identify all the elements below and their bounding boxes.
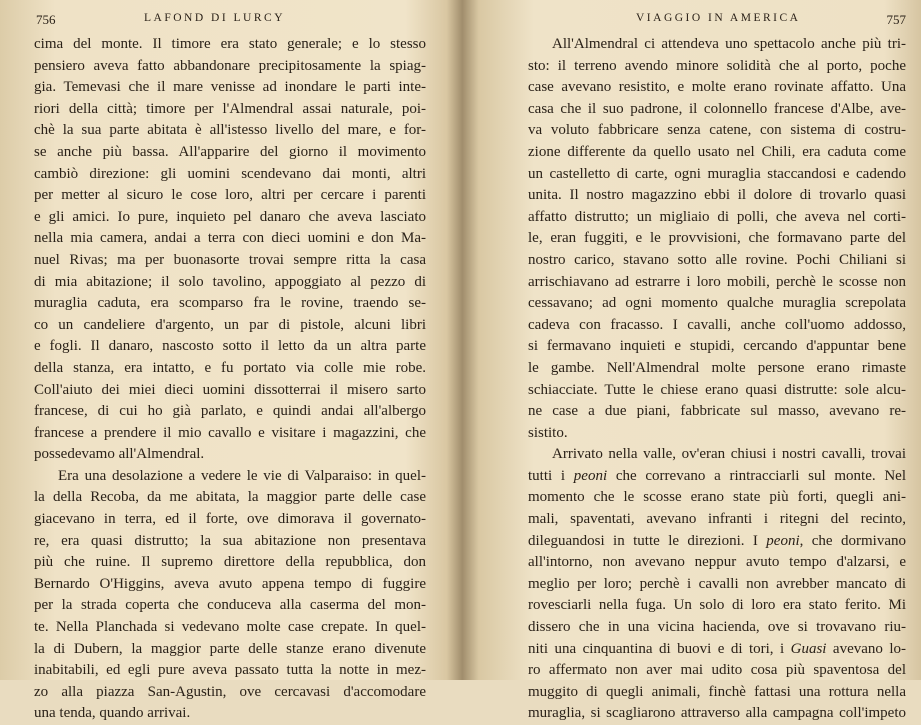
text-line: arrischiavano ad estrarre i loro mobili, perchè le scosse non [528, 273, 906, 290]
text-line: pensiero aveva fatto abbandonare precipitosamente la spiag- [34, 57, 426, 74]
text-line: le gambe. Nell'Almendral molte persone erano rimaste [528, 359, 906, 376]
text-line: più che ruine. Il supremo direttore della repubblica, don [34, 554, 426, 571]
text-line: gia. Temevasi che il mare venisse ad inondare le parti inte- [34, 79, 426, 96]
text-line: possedevamo all'Almendral. [34, 446, 205, 463]
left-page-header [36, 12, 416, 34]
text-line: co un candeliere d'argento, un par di pistole, alcuni libri [34, 316, 426, 333]
text-line: unita. Il nostro magazzino ebbi il dolore di trovarlo quasi [528, 187, 906, 204]
text-line: nella mia camera, andai a terra con dieci uomini e don Ma- [34, 230, 426, 247]
text-line: francese, di cui ho già parlato, e quindi andai all'albergo [34, 403, 426, 420]
text-line: dissero che in una vicina hacienda, ove si trovavano riu- [528, 619, 906, 636]
text-line: tutti i peoni che correvano a rintracciarli sul monte. Nel [528, 467, 906, 484]
text-line: giacevano in terra, ed il forte, ove dimorava il governato- [34, 511, 426, 528]
text-line: riori della città; timore per l'Almendral assai naturale, poi- [34, 100, 426, 117]
text-line: una tenda, quando arrivai. [34, 705, 191, 722]
text-line: case avevano resistito, e molte erano rovinate affatto. Una [528, 79, 906, 96]
text-line: te. Nella Planchada si vedevano molte case crepate. In quel- [34, 619, 426, 636]
text-line: sistito. [528, 424, 568, 441]
text-line: Coll'aiuto dei miei dieci uomini dissotterrai il misero sarto [34, 381, 426, 398]
text-line: le, eran fuggiti, e le provvisioni, che formavano parte del [528, 230, 906, 247]
text-line: un castelletto di carte, ogni muraglia staccandosi e cadendo [528, 165, 906, 182]
text-line: se anche più bassa. All'apparire del giorno il movimento [34, 143, 426, 160]
text-line: sto: il terreno avendo minore solidità che al porto, poche [528, 57, 906, 74]
left-running-head: LAFOND DI LURCY [144, 12, 285, 24]
text-line: la di Dubern, la maggior parte delle stanze erano divenute [34, 640, 426, 657]
right-page-header [526, 12, 906, 34]
text-line: e fogli. Il danaro, nascosto sotto il letto da un altra parte [34, 338, 426, 355]
text-line: cadeva con fracasso. I cavalli, anche coll'uomo addosso, [528, 316, 906, 333]
right-page-text [528, 34, 906, 725]
text-line: e gli amici. Io pure, inquieto pel danaro che aveva lasciato [34, 208, 426, 225]
text-line: All'Almendral ci attendeva uno spettacolo anche più tri- [552, 36, 906, 52]
text-line: zo alla piazza San-Agustin, ove cercavasi d'accomodare [34, 683, 426, 700]
text-line: meglio per loro; perchè i cavalli non avrebber mancato di [528, 575, 906, 592]
right-page-number: 757 [886, 12, 906, 27]
text-line: nuel Rivas; ma per buonasorte trovai sempre ritta la casa [34, 251, 426, 268]
text-line: niti una cinquantina di buovi e di tori, i Guasi avevano lo- [528, 640, 906, 657]
text-line: Era una desolazione a vedere le vie di Valparaiso: in quel- [58, 467, 426, 484]
text-line: muggito di quegli animali, finchè fattasi una rottura nella [528, 683, 906, 700]
text-line: cessavano; ad ogni momento qualche muraglia screpolata [528, 295, 906, 312]
text-line: Bernardo O'Higgins, aveva avuto appena tempo di fuggire [34, 575, 426, 592]
text-line: affatto distrutto; un migliaio di polli, che aveva nel corti- [528, 208, 906, 225]
left-page [0, 0, 462, 722]
text-line: cambiò direzione: gli uomini scendevano dai monti, altri [34, 165, 426, 182]
text-line: rovesciarli nella fuga. Un solo di loro era stato ferito. Mi [528, 597, 906, 614]
text-line: all'intorno, non avevano neppur avuto tempo d'alzarsi, e [528, 554, 906, 571]
text-line: Arrivato nella valle, ov'eran chiusi i nostri cavalli, trovai [552, 446, 906, 463]
text-line: dileguandosi in tutte le direzioni. I peoni, che dormivano [528, 532, 906, 549]
text-line: ne case a due piani, fabbricate sul masso, avevano re- [528, 403, 906, 420]
text-line: mali, spaventati, avevano infranti i ritegni del recinto, [528, 511, 906, 528]
text-line: muraglia caduta, era scomparso fra le rovine, traendo se- [34, 295, 426, 312]
right-running-head: VIAGGIO IN AMERICA [636, 12, 801, 24]
text-line: di mia abitazione; il solo tavolino, appoggiato al pezzo di [34, 273, 426, 290]
text-line: per la strada coperta che conduceva alla caserma del mon- [34, 597, 426, 614]
text-line: si fermavano inquieti e stupidi, cercando d'appuntar bene [528, 338, 906, 355]
left-page-text [34, 34, 426, 725]
left-page-number: 756 [36, 12, 56, 27]
right-page [470, 0, 921, 722]
text-line: va voluto fabbricare senza catene, con sistema di costru- [528, 122, 906, 139]
text-line: muraglia, si scagliarono attraverso alla campagna coll'impeto [528, 705, 906, 722]
text-line: nostro carico, stavano sotto alle rovine. Pochi Chiliani si [528, 251, 906, 268]
text-line: casa che il suo padrone, il colonnello francese d'Albe, ave- [528, 100, 906, 117]
text-line: la della Recoba, da me abitata, la maggior parte delle case [34, 489, 426, 506]
text-line: ro affermato non aver mai udito cosa più spaventosa del [528, 662, 906, 679]
text-line: francese a prendere il mio cavallo e visitare i magazzini, che [34, 424, 426, 441]
text-line: schiacciate. Tutte le chiese erano quasi distrutte: sole alcu- [528, 381, 906, 398]
text-line: chè la sua parte abitata è all'istesso livello del mare, e for- [34, 122, 426, 139]
text-line: cima del monte. Il timore era stato generale; e lo stesso [34, 36, 426, 52]
text-line: inabitabili, ed egli pure aveva passato tutta la notte in mez- [34, 662, 426, 679]
text-line: re, era quasi distrutto; la sua abitazione non presentava [34, 532, 426, 549]
text-line: momento che le scosse erano state più forti, quegli ani- [528, 489, 906, 506]
text-line: zione differente da quello usato nel Chili, era caduta come [528, 143, 906, 160]
text-line: della stanza, era intatto, e fu portato via colle mie robe. [34, 359, 426, 376]
text-line: per metter al sicuro le cose loro, altri per cercare i parenti [34, 187, 426, 204]
